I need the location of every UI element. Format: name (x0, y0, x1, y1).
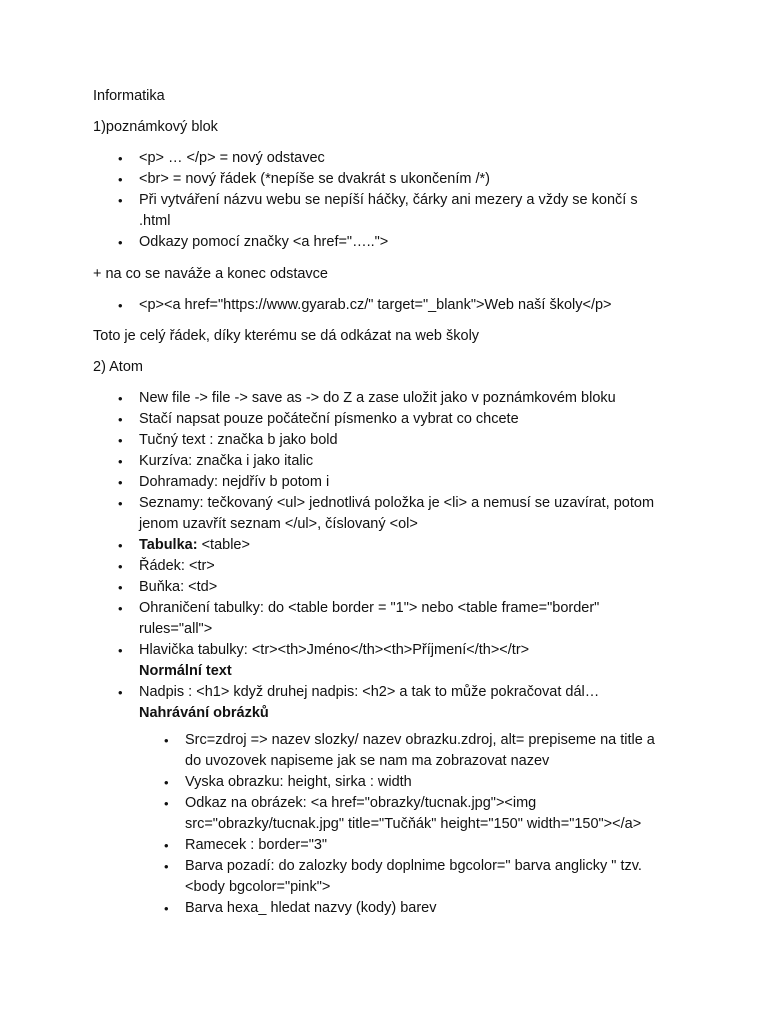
note-plus: + na co se naváže a konec odstavce (93, 266, 328, 282)
bullet-icon: • (118, 298, 123, 313)
bullet-icon: • (118, 433, 123, 448)
list-item: • Nadpis : <h1> když druhej nadpis: <h2> a tak to může pokračovat dál… Nahrávání obrázků (118, 682, 678, 724)
list-item: • <p> … </p> = nový odstavec (118, 148, 678, 169)
bullet-icon: • (118, 172, 123, 187)
bullet-icon: • (118, 685, 123, 700)
list-item: • Tučný text : značka b jako bold (118, 430, 678, 451)
bullet-icon: • (118, 475, 123, 490)
list-item: • Tabulka: <table> (118, 535, 678, 556)
list-item: • Buňka: <td> (118, 577, 678, 598)
section1-list (118, 148, 678, 253)
bullet-icon: • (118, 391, 123, 406)
list-item: • Ohraničení tabulky: do <table border = "1"> nebo <table frame="border" rules="all"> (118, 600, 600, 637)
bullet-icon: • (118, 454, 123, 469)
list-item: • <br> = nový řádek (*nepíše se dvakrát s ukončením /*) (118, 169, 678, 190)
bullet-icon: • (164, 796, 169, 811)
list-item: • Src=zdroj => nazev slozky/ nazev obrazku.zdroj, alt= prepiseme na title a do uvozovek napiseme jak se nam ma zobrazovat nazev (164, 732, 655, 769)
list-item: • Barva pozadí: do zalozky body doplnime bgcolor=" barva anglicky " tzv. <body bgcolor="pink"> (164, 858, 642, 895)
list-item: • Ramecek : border="3" (164, 835, 704, 856)
section2-heading: 2) Atom (93, 359, 143, 375)
list-item: • Při vytváření názvu webu se nepíší háčky, čárky ani mezery a vždy se končí s .html (118, 192, 638, 229)
list-item: • New file -> file -> save as -> do Z a zase uložit jako v poznámkovém bloku (118, 388, 678, 409)
list-item: • Barva hexa_ hledat nazvy (kody) barev (164, 898, 704, 919)
list-item: • Řádek: <tr> (118, 556, 678, 577)
bullet-icon: • (164, 733, 169, 748)
section1-heading: 1)poznámkový blok (93, 119, 218, 135)
bullet-icon: • (118, 559, 123, 574)
list-item: • Stačí napsat pouze počáteční písmenko a vybrat co chcete (118, 409, 678, 430)
bullet-icon: • (164, 859, 169, 874)
images-sublist (164, 730, 704, 919)
document-title: Informatika (93, 88, 165, 104)
list-item: • Odkazy pomocí značky <a href="….."> (118, 232, 678, 253)
bullet-icon: • (118, 580, 123, 595)
link-list (118, 295, 678, 316)
normal-text-heading: Normální text (139, 663, 232, 679)
list-item: • <p><a href="https://www.gyarab.cz/" target="_blank">Web naší školy</p> (118, 295, 678, 316)
bullet-icon: • (118, 643, 123, 658)
link-note: Toto je celý řádek, díky kterému se dá odkázat na web školy (93, 328, 480, 344)
list-item: • Seznamy: tečkovaný <ul> jednotlivá položka je <li> a nemusí se uzavírat, potom jenom uzavřít seznam </ul>, číslovaný <ol> (118, 495, 655, 532)
bullet-icon: • (118, 235, 123, 250)
bullet-icon: • (118, 193, 123, 208)
list-item: • Vyska obrazku: height, sirka : width (164, 772, 704, 793)
bullet-icon: • (164, 901, 169, 916)
bullet-icon: • (118, 601, 123, 616)
images-heading: Nahrávání obrázků (139, 705, 269, 721)
bullet-icon: • (118, 412, 123, 427)
bullet-icon: • (118, 496, 123, 511)
list-item: • Kurzíva: značka i jako italic (118, 451, 678, 472)
list-item: • Odkaz na obrázek: <a href="obrazky/tucnak.jpg"><img src="obrazky/tucnak.jpg" title="Tučňák" height="150" width="150"></a> (164, 795, 642, 832)
list-item: • Hlavička tabulky: <tr><th>Jméno</th><th>Příjmení</th></tr> Normální text (118, 640, 678, 682)
bullet-icon: • (118, 151, 123, 166)
bullet-icon: • (164, 838, 169, 853)
section2-list (118, 388, 678, 724)
bullet-icon: • (118, 538, 123, 553)
bullet-icon: • (164, 775, 169, 790)
list-item: • Dohramady: nejdřív b potom i (118, 472, 678, 493)
